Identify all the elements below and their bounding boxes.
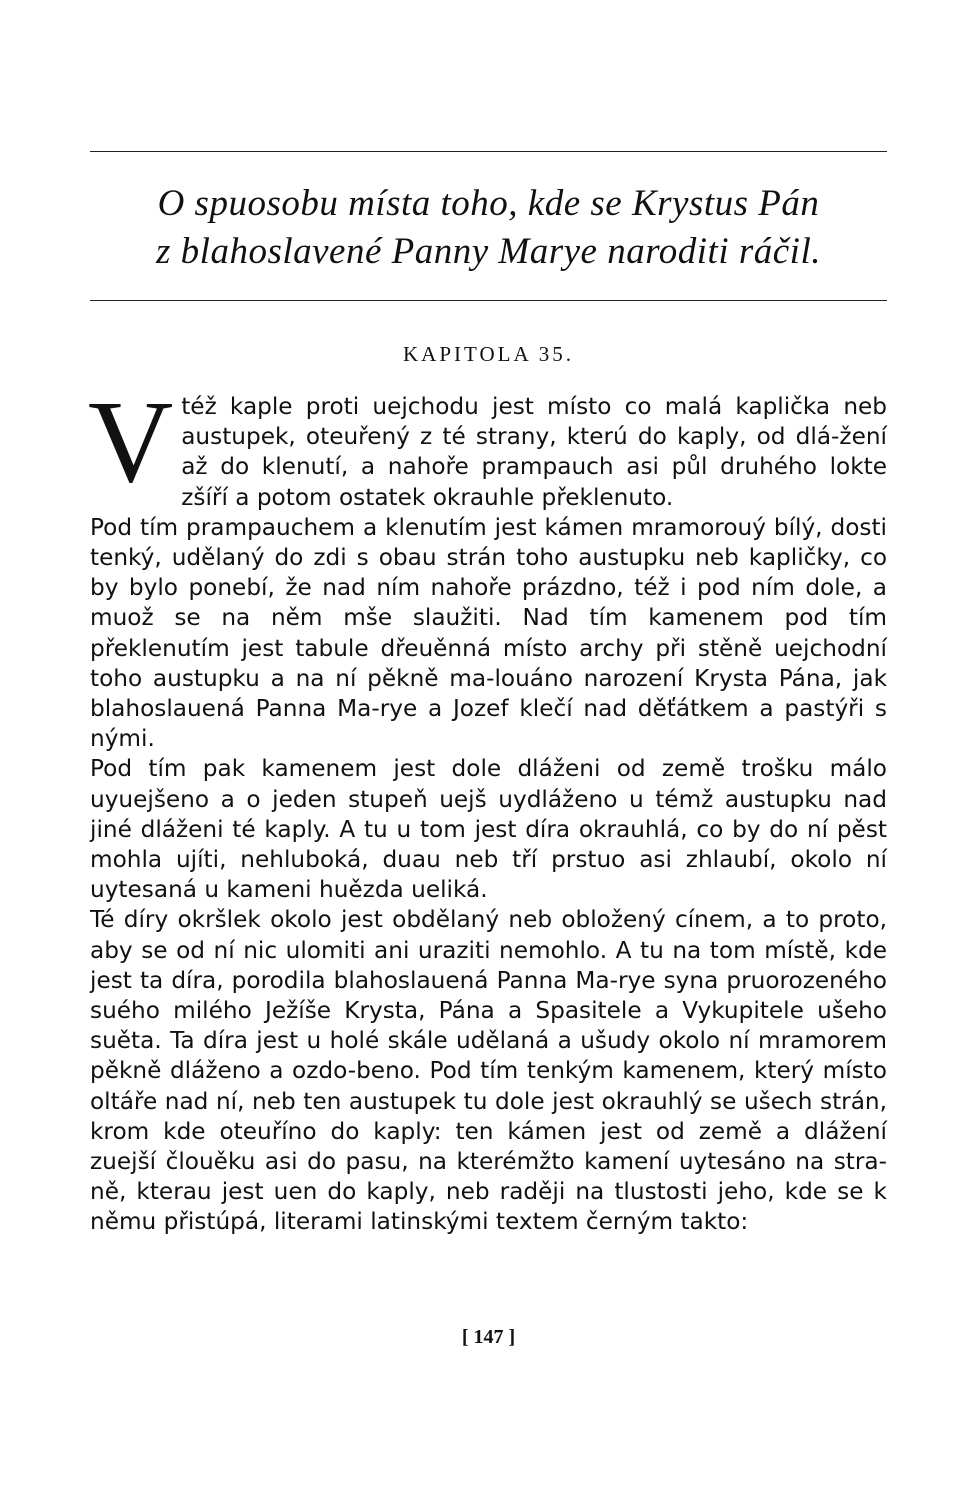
paragraph-1-text: též kaple proti uejchodu jest místo co malá kaplička neb austupek, oteuřený z té strany, kterú do kaply, od dlá-žení až do klenutí, a nahoře prampauch asi půl druhého lokte zšíří a potom ostatek okrauhle překlenuto.: [181, 393, 887, 511]
heading-line-1: O spuosobu místa toho, kde se Krystus Pán: [157, 183, 820, 224]
drop-cap: V: [88, 376, 174, 507]
heading-rule: [90, 300, 887, 301]
heading-line-2: z blahoslavené Panny Marye naroditi ráčil.: [156, 231, 821, 272]
paragraph-2: Pod tím prampauchem a klenutím jest kámen mramorouý bílý, dosti tenký, udělaný do zdi s obau strán toho austupku neb kapličky, co by bylo ponebí, že nad ním nahoře prázdno, též i pod ním dole, a muož se na něm mše slaužiti. Nad tím kamenem pod tím překlenutím jest tabule dřeuěnná místo archy při stěně uejchodní toho austupku a na ní pěkně ma-louáno narození Krysta Pána, jak blahoslauená Panna Ma-rye a Jozef klečí nad děťátkem a pastýři s nými.: [90, 513, 887, 753]
paragraph-4: Té díry okršlek okolo jest obdělaný neb obložený cínem, a to proto, aby se od ní nic ulomiti ani uraziti nemohlo. A tu na tom místě, kde jest ta díra, porodila blahoslauená Panna Ma-rye syna pruorozeného suého milého Ježíše Krysta, Pána a Spasitele a Vykupitele ušeho suěta. Ta díra jest u holé skále udělaná a ušudy okolo ní mramorem pěkně dláženo a ozdo-beno. Pod tím tenkým kamenem, který místo oltáře nad ní, neb ten austupek tu dole jest okrauhlý se ušech strán, krom kde oteuříno do kaply: ten kámen jest od země a dlážení zuejší člouěku asi do pasu, na kterémžto kamení uytesáno na stra-ně, kterau jest uen do kaply, neb raději na tlustosti jeho, kde se k němu přistúpá, literami latinskými textem černým takto:: [90, 906, 887, 1236]
page-number: [ 147 ]: [461, 1326, 516, 1348]
body-text: [88, 376, 887, 1238]
chapter-number: KAPITOLA 35.: [403, 342, 574, 366]
paragraph-3: Pod tím pak kamenem jest dole dláženi od země trošku málo uyuejšeno a o jeden stupeň uejš uydláženo u témž austupku nad jiné dláženi té kaply. A tu u tom jest díra okrauhlá, co by do ní pěst mohla ujíti, nehluboká, duau neb tří prstuo asi zhlaubí, okolo ní uytesaná u kameni huězda ueliká.: [90, 755, 887, 904]
chapter-heading: [90, 180, 887, 276]
paragraph-1: [88, 376, 887, 513]
top-rule: [90, 151, 887, 152]
